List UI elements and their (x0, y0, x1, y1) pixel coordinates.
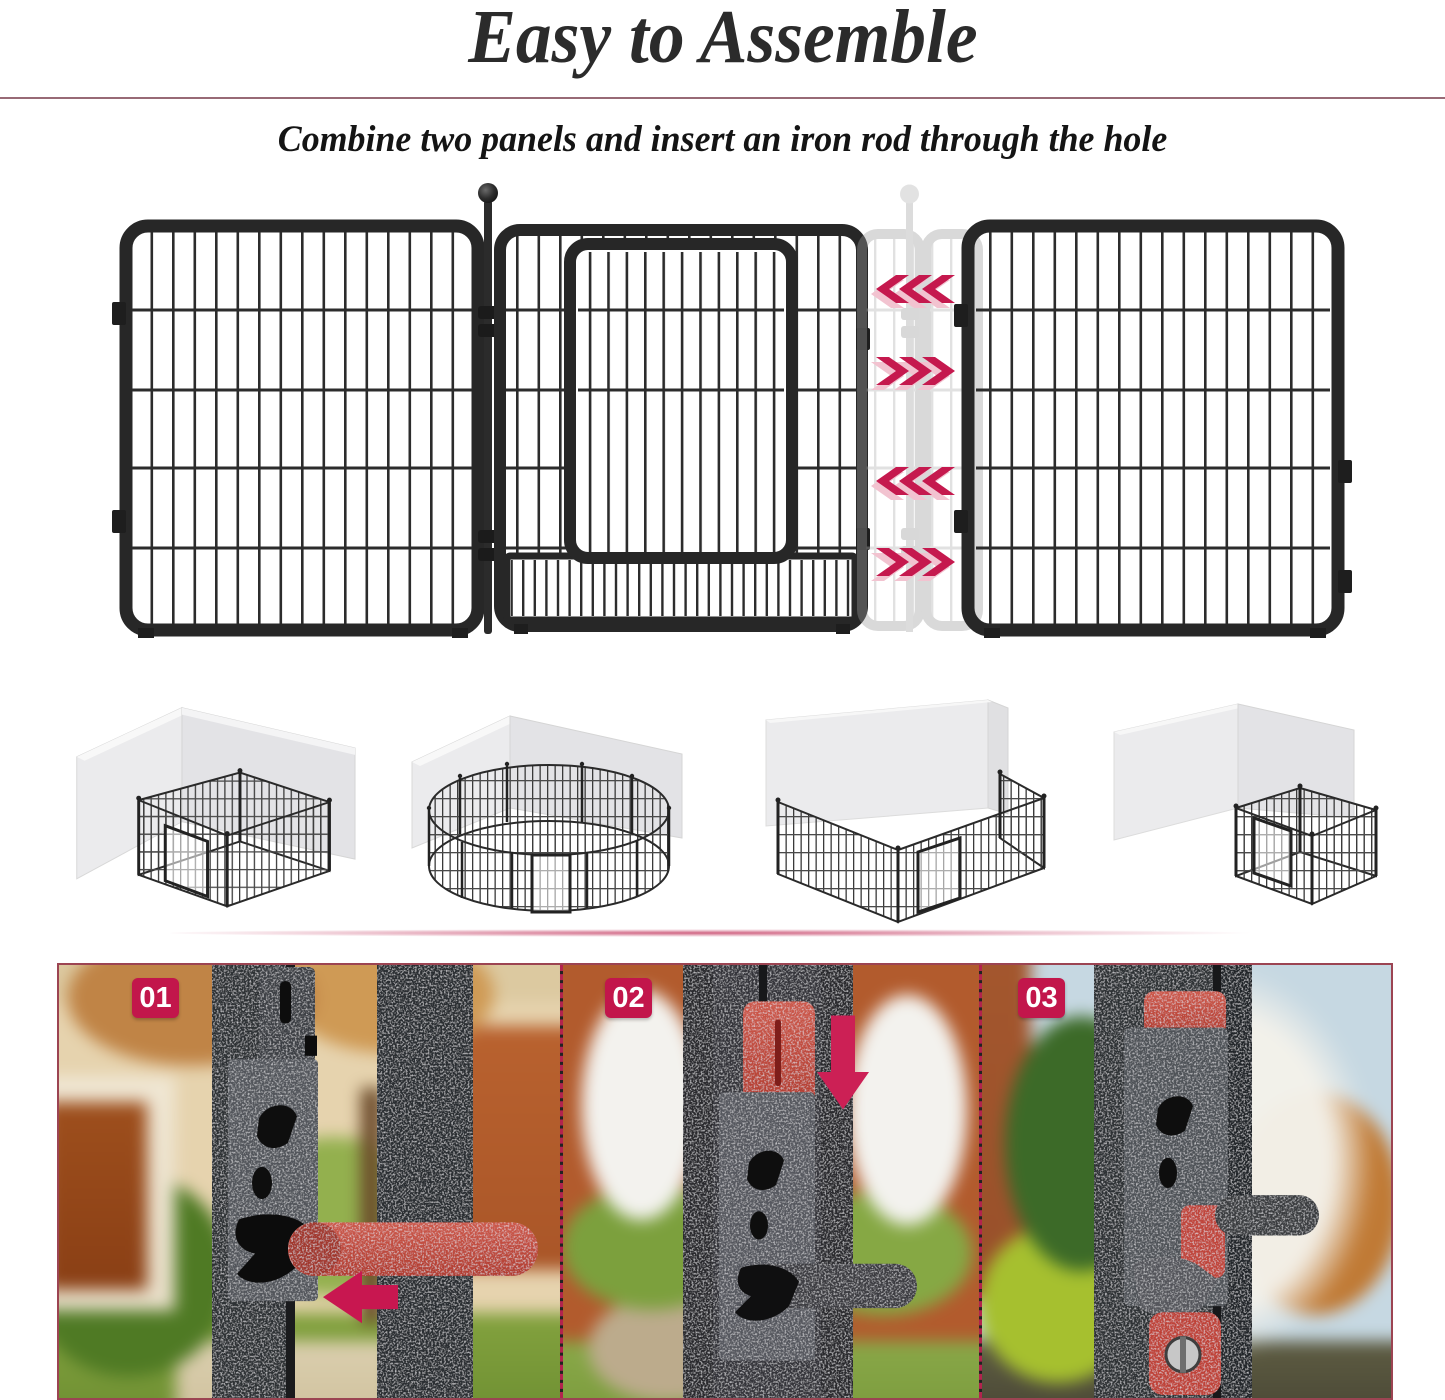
door-panel (500, 230, 870, 634)
assembly-step-1 (59, 965, 560, 1398)
fence-assembly-illustration (0, 178, 1445, 683)
step-number-badge: 03 (1018, 978, 1065, 1018)
fence-panel-right (954, 226, 1352, 638)
assembly-step-2 (560, 965, 982, 1398)
latch-detail-step3 (982, 965, 1391, 1398)
iron-rod-dark (1215, 1195, 1319, 1235)
playpen-door (1254, 818, 1291, 886)
latch-detail-step2 (563, 965, 979, 1398)
playpen-door (532, 855, 570, 912)
step-number-badge: 01 (132, 978, 179, 1018)
soft-pink-divider (170, 929, 1275, 937)
fence-panel-left (112, 226, 478, 638)
assembly-steps-strip (57, 963, 1393, 1400)
subtitle: Combine two panels and insert an iron rod through the hole (277, 119, 1168, 160)
circular-playpen-illustration (382, 690, 704, 925)
iron-rod-red (288, 1222, 538, 1275)
playpen-door (918, 838, 960, 912)
step-number-badge: 02 (605, 978, 652, 1018)
page-title: Easy to Assemble (467, 0, 978, 79)
assembly-step-3 (982, 965, 1391, 1398)
title-divider (0, 97, 1445, 99)
corner-square-playpen-illustration (62, 690, 357, 925)
latch-detail-step1 (59, 965, 560, 1398)
wall-attached-playpen-illustration (748, 690, 1078, 925)
corner-small-playpen-illustration (1086, 690, 1406, 925)
